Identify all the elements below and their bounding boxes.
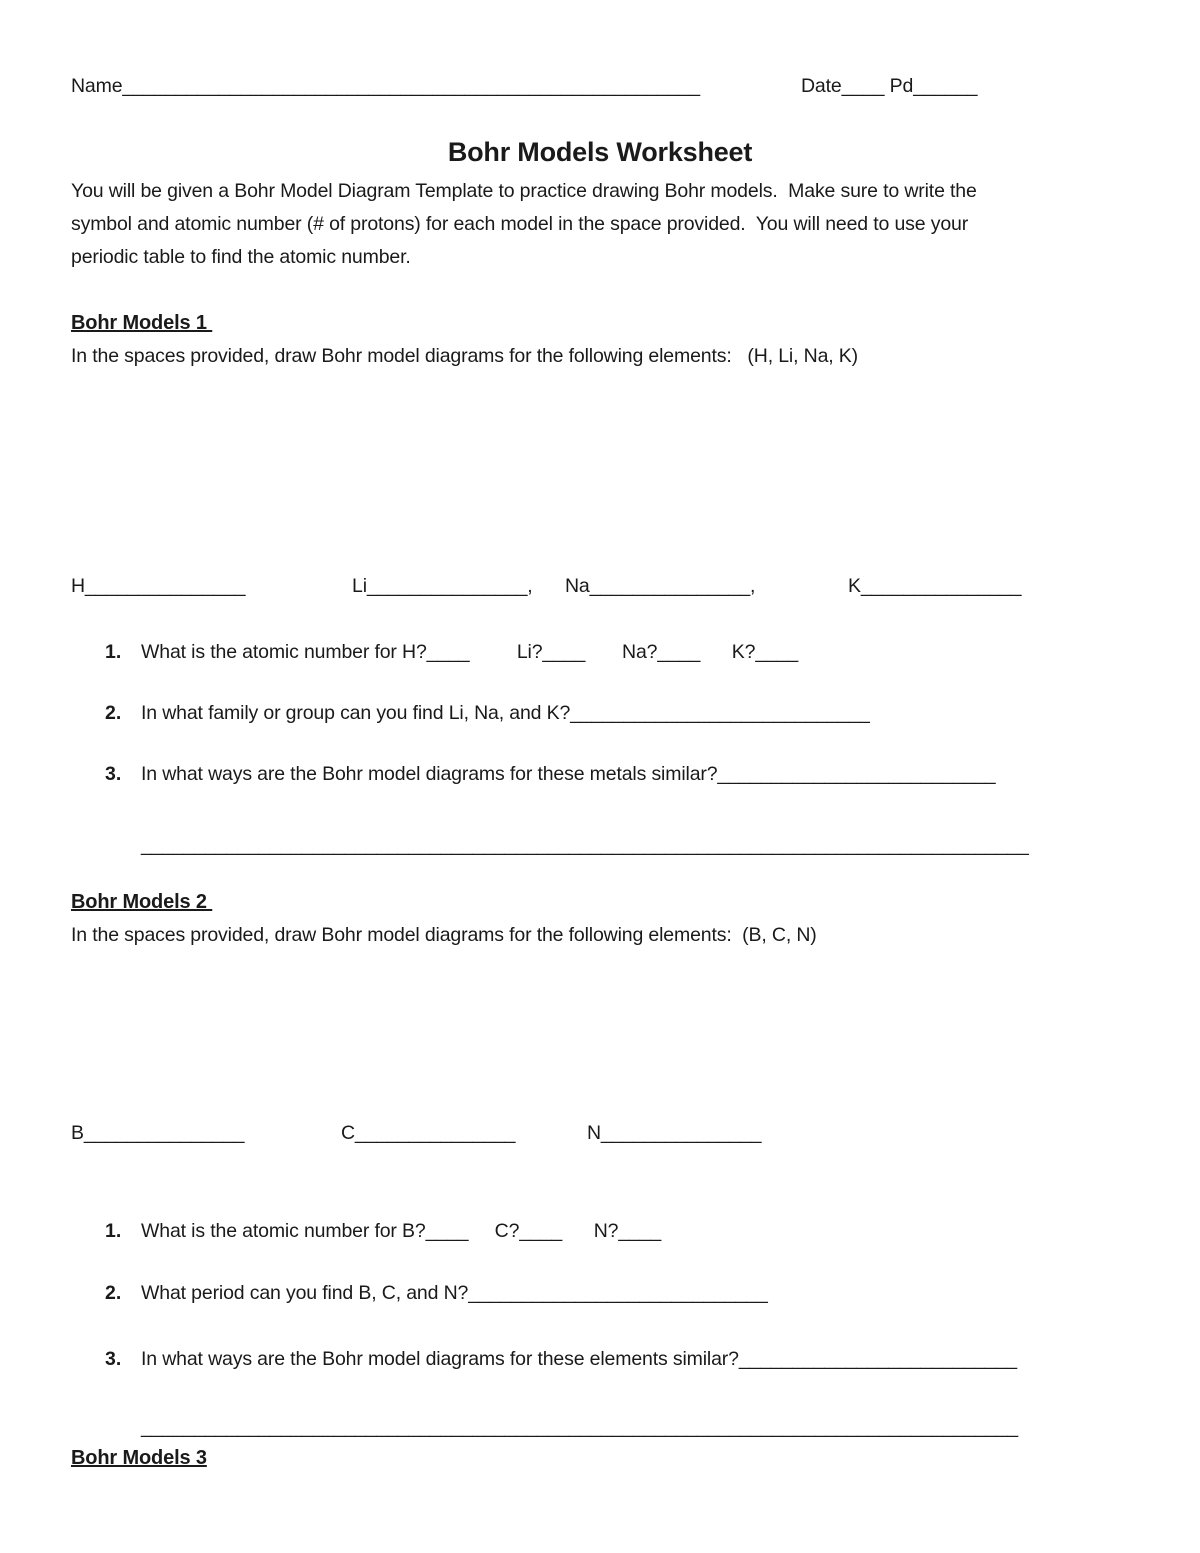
label-li[interactable]: Li_______________,	[352, 575, 533, 597]
label-h[interactable]: H_______________	[71, 575, 246, 597]
name-field[interactable]: Name______________________________________________________	[71, 75, 700, 97]
section1-heading: Bohr Models 1	[71, 312, 213, 334]
s1-q2-text[interactable]: In what family or group can you find Li, Na, and K?____________________________	[141, 702, 870, 724]
section2-heading: Bohr Models 2	[71, 891, 213, 913]
s2-q3-number: 3.	[105, 1348, 122, 1370]
section2-instruction: In the spaces provided, draw Bohr model diagrams for the following elements: (B, C, N)	[71, 924, 817, 946]
intro-line-3: periodic table to find the atomic number.	[71, 246, 411, 268]
s1-q3-text[interactable]: In what ways are the Bohr model diagrams for these metals similar?__________________________	[141, 763, 996, 785]
intro-line-1: You will be given a Bohr Model Diagram Template to practice drawing Bohr models. Make sure to write the	[71, 180, 977, 202]
s1-q1-number: 1.	[105, 641, 122, 663]
label-b[interactable]: B_______________	[71, 1122, 245, 1144]
s2-answer-line[interactable]: __________________________________________________________________________________	[141, 1416, 1018, 1438]
label-k[interactable]: K_______________	[848, 575, 1022, 597]
section1-instruction: In the spaces provided, draw Bohr model diagrams for the following elements: (H, Li, Na, K)	[71, 345, 859, 367]
s2-q2-number: 2.	[105, 1282, 122, 1304]
intro-line-2: symbol and atomic number (# of protons) for each model in the space provided. You will need to use your	[71, 213, 969, 235]
s2-q1-text[interactable]: What is the atomic number for B?____ C?____ N?____	[141, 1220, 662, 1242]
label-na[interactable]: Na_______________,	[565, 575, 756, 597]
s1-q3-number: 3.	[105, 763, 122, 785]
s1-q1-text[interactable]: What is the atomic number for H?____ Li?____ Na?____ K?____	[141, 641, 799, 663]
label-n[interactable]: N_______________	[587, 1122, 762, 1144]
page-title: Bohr Models Worksheet	[447, 137, 753, 167]
s2-q3-text[interactable]: In what ways are the Bohr model diagrams for these elements similar?__________________________	[141, 1348, 1017, 1370]
s1-q2-number: 2.	[105, 702, 122, 724]
s2-q1-number: 1.	[105, 1220, 122, 1242]
s2-q2-text[interactable]: What period can you find B, C, and N?____________________________	[141, 1282, 768, 1304]
label-c[interactable]: C_______________	[341, 1122, 516, 1144]
date-period-field[interactable]: Date____ Pd______	[801, 75, 978, 97]
s1-answer-line[interactable]: ___________________________________________________________________________________	[141, 834, 1029, 856]
section3-heading: Bohr Models 3	[71, 1447, 207, 1469]
